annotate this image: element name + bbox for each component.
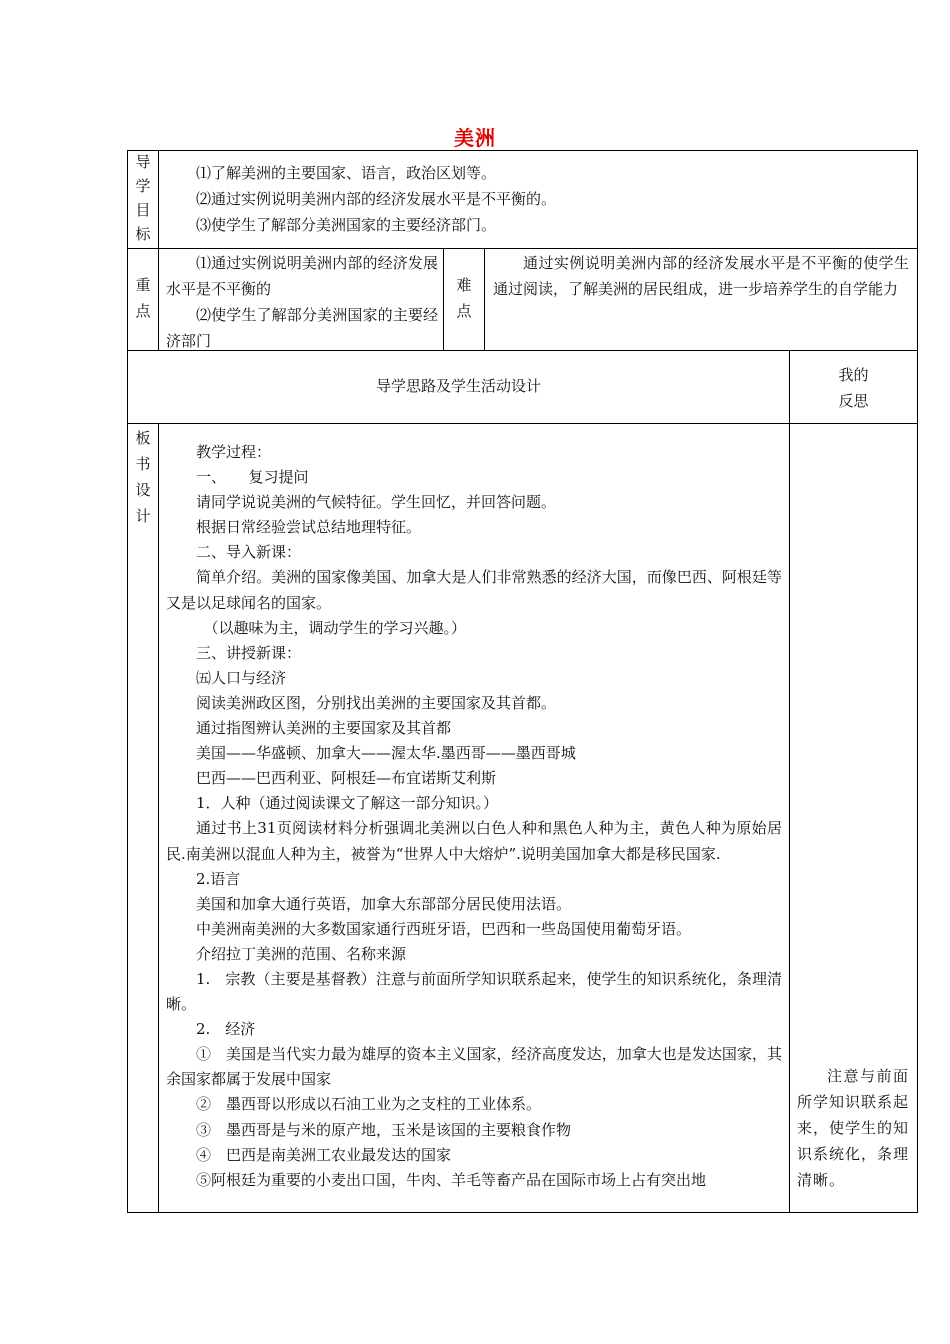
label-divider-goals [158, 150, 159, 350]
reflection-note-text: 注意与前面所学知识联系起来，使学生的知识系统化，条理清晰。 [797, 1067, 910, 1189]
goals-label [128, 150, 158, 246]
process-line: 巴西——巴西利亚、阿根廷—布宜诺斯艾利斯 [196, 769, 497, 788]
teaching-process [166, 440, 782, 1193]
process-line: 美国和加拿大通行英语，加拿大东部部分居民使用法语。 [196, 894, 572, 913]
board-label-char: 设 [135, 481, 151, 499]
process-line: 二、导入新课： [196, 543, 302, 562]
process-line: 1．人种（通过阅读课文了解这一部分知识。） [196, 794, 499, 813]
process-line: 通过书上31页阅读材料分析强调北美洲以白色人种和黑色人种为主，黄色人种为原始居民.南美洲以混血人种为主，被誉为“世界人中大熔炉”.说明美国加拿大都是移民国家. [166, 819, 782, 863]
process-line: 阅读美洲政区图，分别找出美洲的主要国家及其首都。 [196, 693, 557, 712]
process-line: 2. 经济 [196, 1020, 256, 1039]
difficult-point-text: 通过实例说明美洲内部的经济发展水平是不平衡的使学生通过阅读，了解美洲的居民组成，进一步培养学生的自学能力 [493, 254, 909, 298]
goals-label-char: 导 [135, 153, 151, 171]
process-line: 三、讲授新课： [196, 643, 302, 662]
key-point-item: ⑴通过实例说明美洲内部的经济发展水平是不平衡的 [166, 254, 438, 298]
goal-item: ⑵通过实例说明美洲内部的经济发展水平是不平衡的。 [196, 190, 557, 208]
process-line: （以趣味为主，调动学生的学习兴趣。） [203, 618, 467, 637]
process-line: 美国——华盛顿、加拿大——渥太华.墨西哥——墨西哥城 [196, 744, 576, 763]
key-point-item: ⑵使学生了解部分美洲国家的主要经济部门 [166, 306, 438, 350]
difficult-points-label [449, 272, 479, 324]
process-line: ㈤人口与经济 [196, 668, 287, 687]
process-line: 教学过程： [196, 443, 272, 461]
page-title: 美洲 [454, 126, 496, 150]
process-line: 介绍拉丁美洲的范围、名称来源 [196, 944, 407, 963]
goals-content [196, 160, 906, 238]
process-line: ⑤阿根廷为重要的小麦出口国，牛肉、羊毛等畜产品在国际市场上占有突出地 [196, 1170, 707, 1189]
process-line: 请同学说说美洲的气候特征。学生回忆，并回答问题。 [196, 493, 557, 512]
goal-item: ⑴了解美洲的主要国家、语言，政治区划等。 [196, 164, 497, 182]
process-line: 中美洲南美洲的大多数国家通行西班牙语，巴西和一些岛国使用葡萄牙语。 [196, 919, 692, 938]
reflection-note [797, 1063, 909, 1193]
process-line: 1. 宗教（主要是基督教）注意与前面所学知识联系起来，使学生的知识系统化，条理清晰。 [166, 969, 782, 1014]
process-line: 根据日常经验尝试总结地理特征。 [196, 518, 422, 537]
key-points-content [166, 250, 438, 354]
process-line: 简单介绍。美洲的国家像美国、加拿大是人们非常熟悉的经济大国，而像巴西、阿根廷等又是以足球闻名的国家。 [166, 568, 782, 612]
difficult-label-char: 难 [456, 276, 472, 294]
divider-reflection [789, 350, 790, 1212]
board-label-char: 板 [135, 429, 151, 447]
difficult-points-content [493, 250, 909, 302]
board-label-char: 书 [135, 455, 151, 473]
process-line: ② 墨西哥以形成以石油工业为之支柱的工业体系。 [196, 1095, 542, 1114]
process-line: 2.语言 [196, 869, 241, 888]
reflection-header-line: 反思 [838, 392, 869, 410]
process-line: ① 美国是当代实力最为雄厚的资本主义国家，经济高度发达，加拿大也是发达国家，其余国家都属于发展中国家 [166, 1045, 782, 1089]
reflection-header-line: 我的 [838, 366, 869, 384]
table-border-row1 [127, 248, 918, 249]
process-line: ④ 巴西是南美洲工农业最发达的国家 [196, 1145, 452, 1164]
goal-item: ⑶使学生了解部分美洲国家的主要经济部门。 [196, 216, 497, 234]
board-label-char: 计 [135, 507, 151, 525]
key-label-char: 点 [135, 302, 151, 320]
reflection-header [790, 362, 917, 414]
divider-key-difficult [443, 248, 444, 350]
difficult-label-char: 点 [456, 302, 472, 320]
label-divider-board [158, 423, 159, 1212]
table-border-top [127, 150, 918, 151]
table-border-right [917, 150, 918, 1212]
goals-label-char: 目 [135, 201, 151, 219]
process-line: 一、 复习提问 [196, 468, 309, 487]
process-line: ③ 墨西哥是与米的原产地，玉米是该国的主要粮食作物 [196, 1120, 572, 1139]
key-label-char: 重 [135, 276, 151, 294]
table-border-row3 [127, 423, 918, 424]
divider-difficult-label [484, 248, 485, 350]
goals-label-char: 标 [135, 225, 151, 243]
board-label [128, 425, 158, 529]
design-header: 导学思路及学生活动设计 [375, 377, 541, 395]
key-points-label [128, 272, 158, 324]
table-border-bottom [127, 1212, 918, 1213]
goals-label-char: 学 [135, 177, 151, 195]
process-line: 通过指图辨认美洲的主要国家及其首都 [196, 719, 452, 738]
